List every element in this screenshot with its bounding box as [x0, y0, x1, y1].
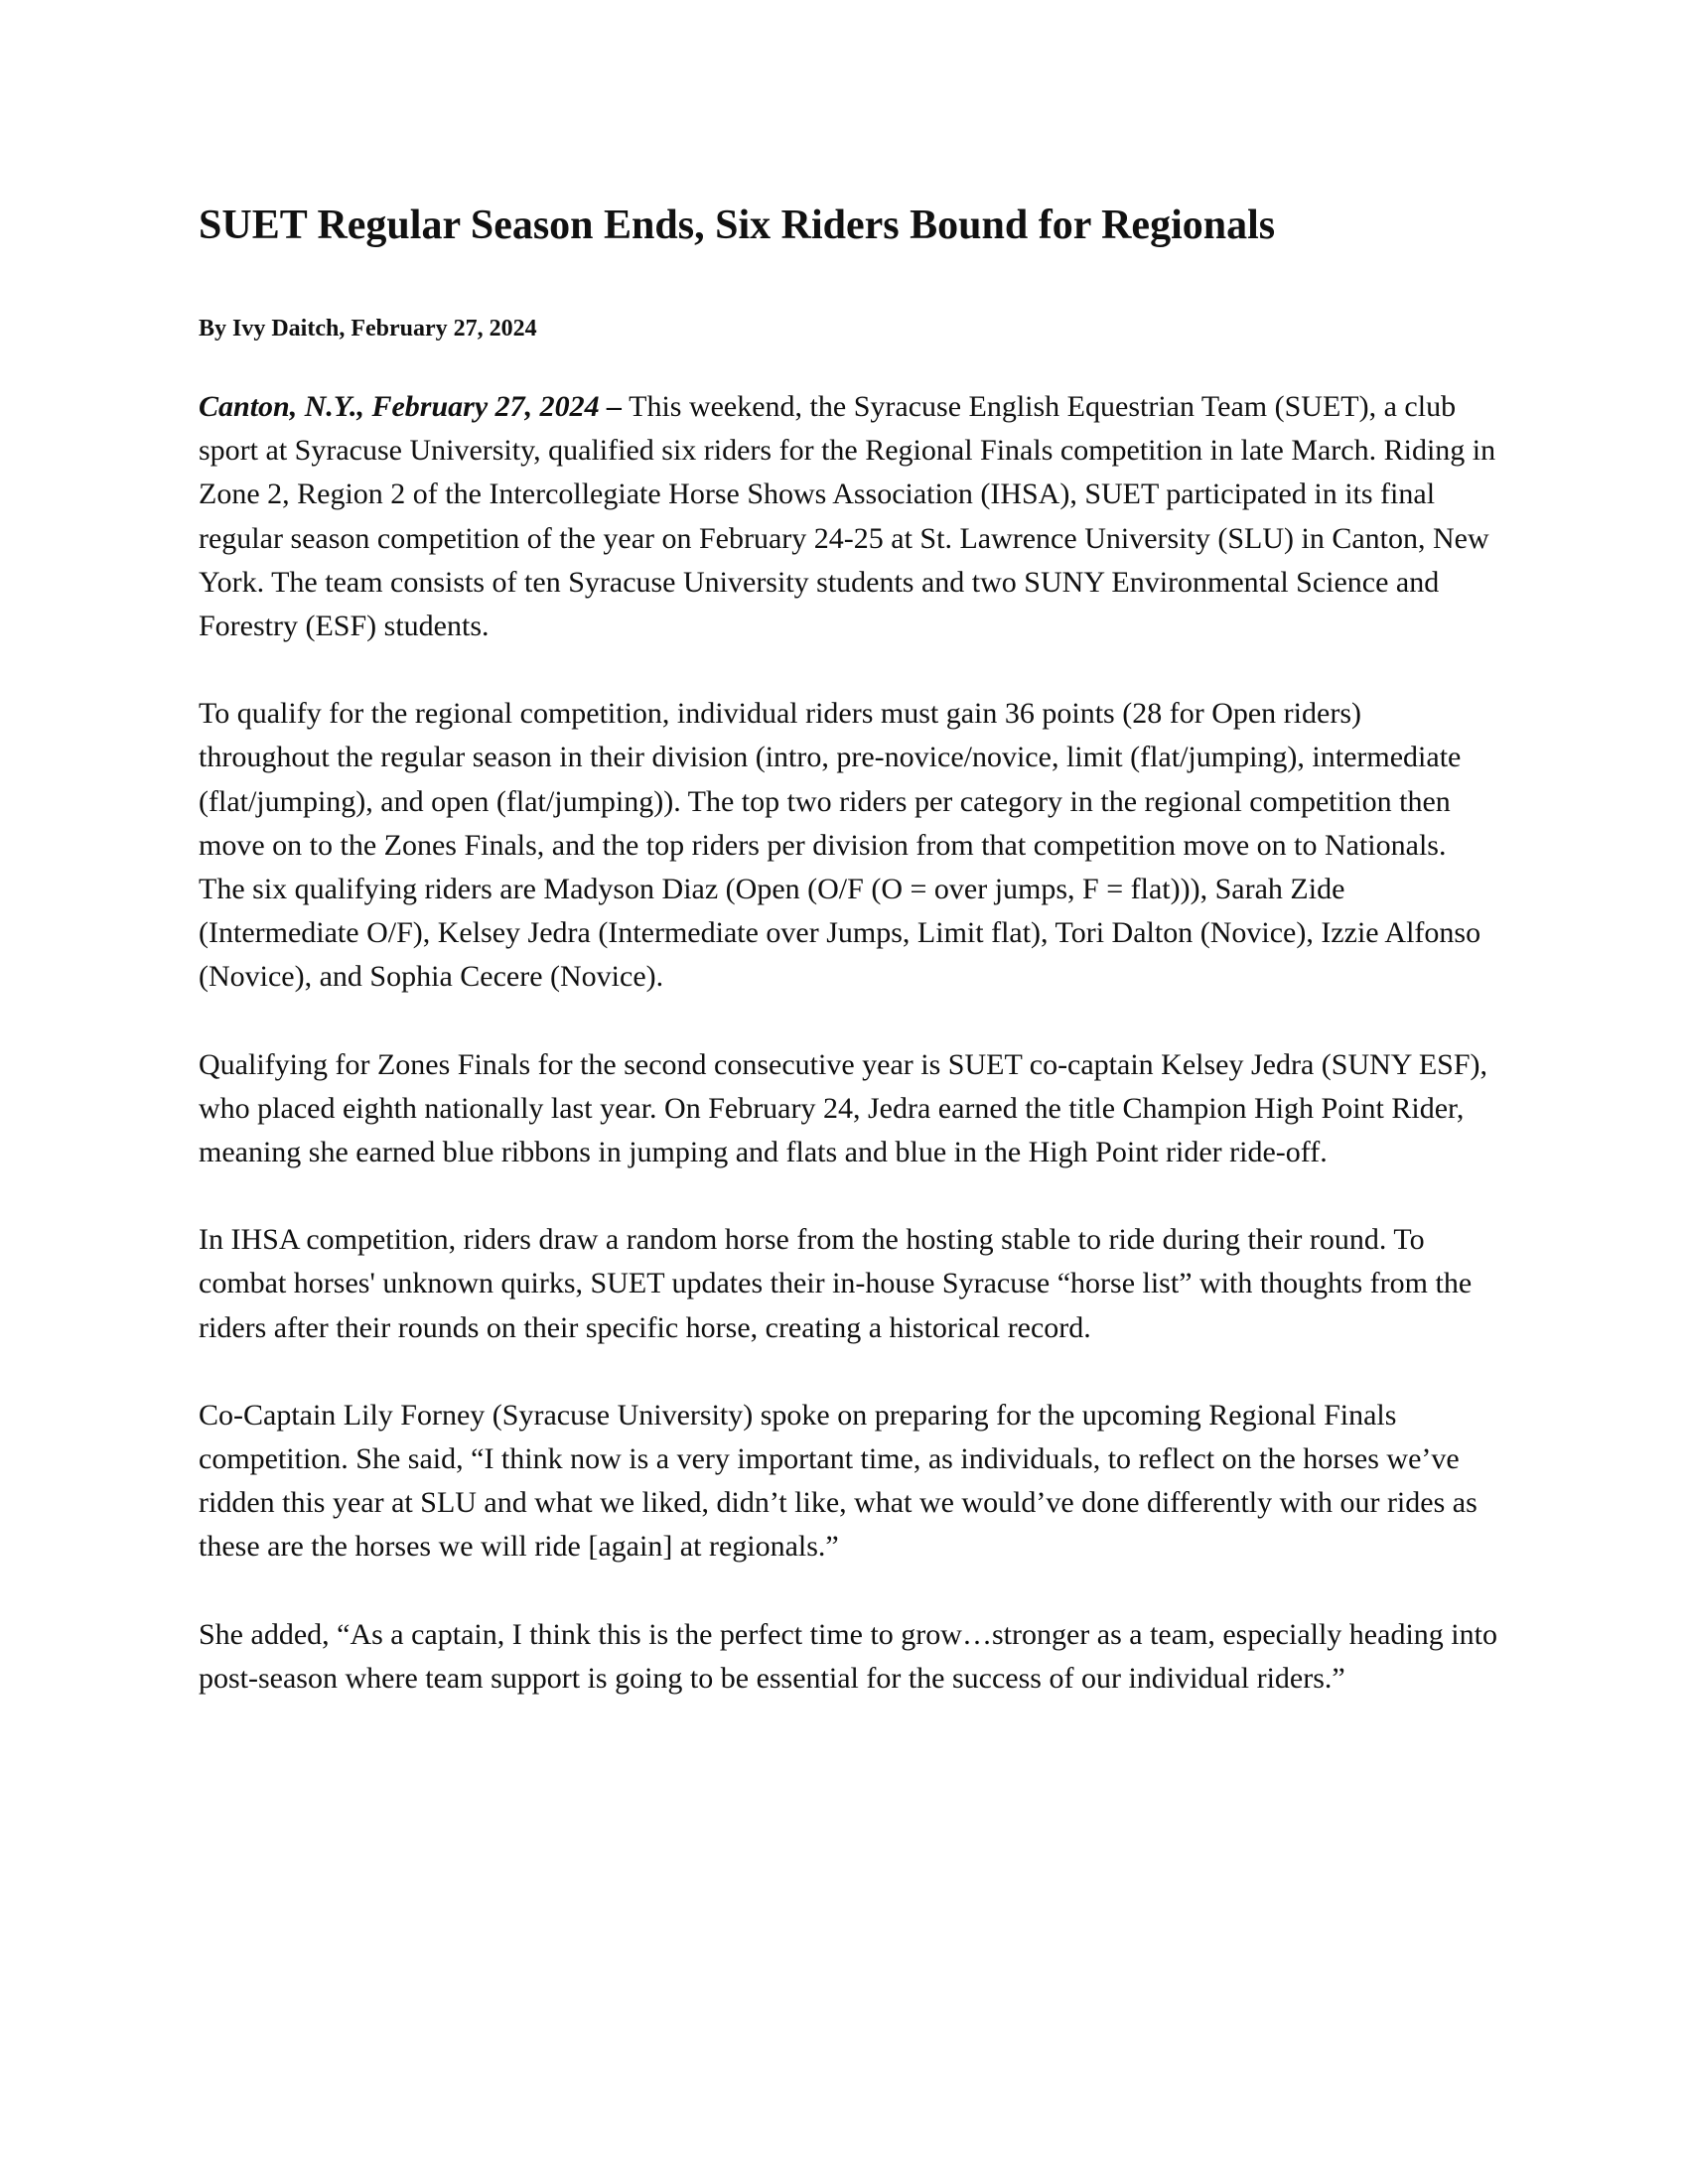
article-byline: By Ivy Daitch, February 27, 2024: [199, 316, 537, 341]
article-paragraph-5: Co-Captain Lily Forney (Syracuse University) spoke on preparing for the upcoming Regional Finals competition. She said, “I think now is a very important time, as individuals, to reflect on the horses we’ve ridden this year at SLU and what we liked, didn’t like, what we would’ve done differently with our rides as these are the horses we will ride [again] at regionals.”: [199, 1398, 1477, 1564]
article-paragraph-6: She added, “As a captain, I think this is the perfect time to grow…stronger as a team, especially heading into post-season where team support is going to be essential for the success of our individual riders.”: [199, 1617, 1497, 1695]
article-title: SUET Regular Season Ends, Six Riders Bound for Regionals: [199, 203, 1276, 248]
document-page: [199, 199, 1499, 1701]
article-paragraph-4: In IHSA competition, riders draw a random horse from the hosting stable to ride during their round. To combat horses' unknown quirks, SUET updates their in-house Syracuse “horse list” with thoughts from the riders after their rounds on their specific horse, creating a historical record.: [199, 1223, 1473, 1344]
article-paragraph-2: To qualify for the regional competition, individual riders must gain 36 points (28 for Open riders) throughout the regular season in their division (intro, pre-novice/novice, limit (flat/jumping), intermediate (flat/jumping), and open (flat/jumping)). The top two riders per category in the regional competition then move on to the Zones Finals, and the top riders per division from that competition move on to Nationals. The six qualifying riders are Madyson Diaz (Open (O/F (O = over jumps, F = flat))), Sarah Zide (Intermediate O/F), Kelsey Jedra (Intermediate over Jumps, Limit flat), Tori Dalton (Novice), Izzie Alfonso (Novice), and Sophia Cecere (Novice).: [199, 697, 1481, 994]
article-paragraph-1-text: This weekend, the Syracuse English Equestrian Team (SUET), a club sport at Syracuse University, qualified six riders for the Regional Finals competition in late March. Riding in Zone 2, Region 2 of the Intercollegiate Horse Shows Association (IHSA), SUET participated in its final regular season competition of the year on February 24-25 at St. Lawrence University (SLU) in Canton, New York. The team consists of ten Syracuse University students and two SUNY Environmental Science and Forestry (ESF) students.: [199, 390, 1496, 643]
article-paragraph-3: Qualifying for Zones Finals for the second consecutive year is SUET co-captain Kelsey Jedra (SUNY ESF), who placed eighth nationally last year. On February 24, Jedra earned the title Champion High Point Rider, meaning she earned blue ribbons in jumping and flats and blue in the High Point rider ride-off.: [199, 1047, 1488, 1169]
article-paragraph-1: [199, 385, 1499, 648]
article-dateline: Canton, N.Y., February 27, 2024 –: [199, 390, 623, 423]
